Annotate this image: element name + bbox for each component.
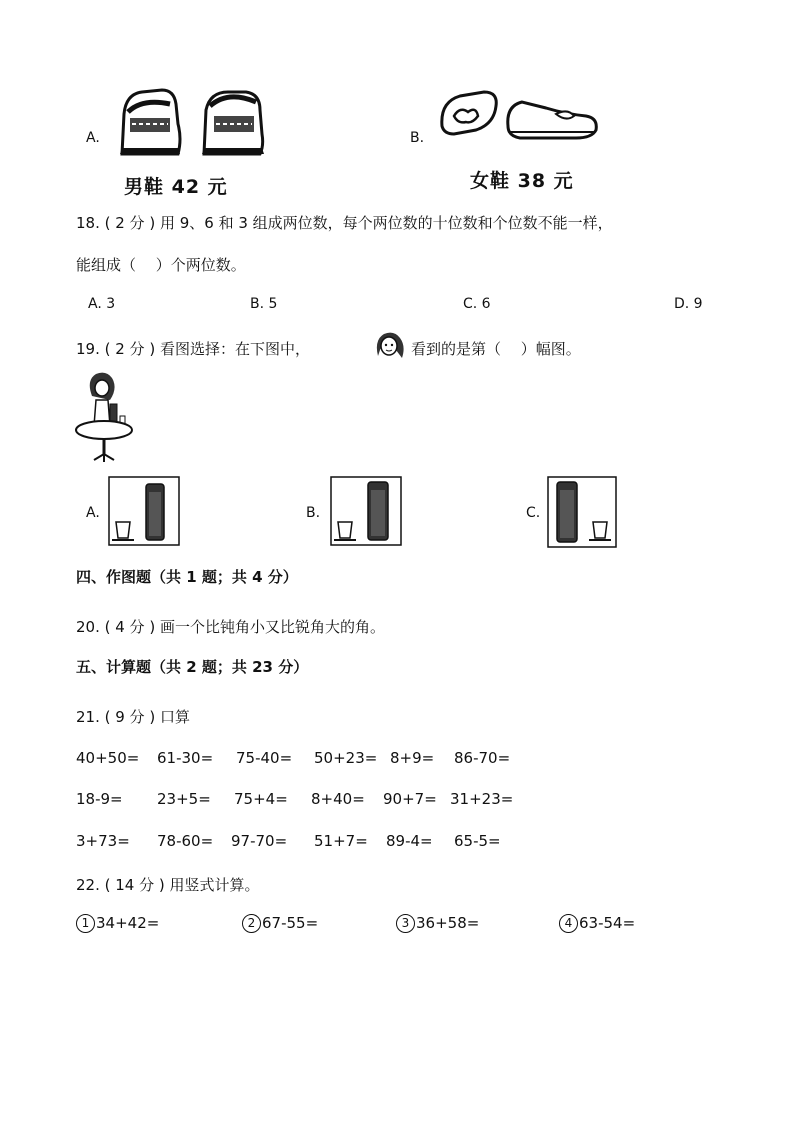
girl-face-icon: [372, 330, 406, 360]
q19-option-c-image: [547, 476, 617, 548]
q19-text-before: 19. ( 2 分 ) 看图选择：在下图中，: [76, 340, 310, 358]
q21-expr: 75+4=: [234, 790, 288, 808]
q21-expr: 3+73=: [76, 832, 130, 850]
women-shoes-image: [436, 86, 606, 146]
q21-expr: 75-40=: [236, 749, 293, 767]
q19-option-c-letter: C.: [526, 505, 541, 521]
q21-expr: 61-30=: [157, 749, 214, 767]
q22-expr: 67-55=: [262, 914, 319, 932]
q21-expr: 51+7=: [314, 832, 368, 850]
q19-option-a-image: [108, 476, 180, 546]
q21-expr: 89-4=: [386, 832, 433, 850]
q17-option-b-caption: 女鞋 38 元: [470, 170, 574, 192]
q21-text: 21. ( 9 分 ) 口算: [76, 708, 190, 726]
q21-row-1: [0, 749, 794, 769]
q19-text-after: 看到的是第（ ）幅图。: [411, 340, 581, 358]
section5-heading: 五、计算题（共 2 题；共 23 分）: [76, 658, 309, 676]
q21-expr: 97-70=: [231, 832, 288, 850]
girl-at-table-image: [74, 370, 138, 466]
q17-option-b-letter: B.: [410, 130, 425, 146]
q22-item-2: [242, 914, 318, 933]
q19-option-b-image: [330, 476, 402, 546]
q21-expr: 65-5=: [454, 832, 501, 850]
q21-row-2: [0, 790, 794, 810]
q18-option-a: A. 3: [88, 296, 116, 312]
q21-expr: 78-60=: [157, 832, 214, 850]
q21-expr: 50+23=: [314, 749, 378, 767]
q21-expr: 90+7=: [383, 790, 437, 808]
q21-expr: 31+23=: [450, 790, 514, 808]
q19-option-a-letter: A.: [86, 505, 100, 521]
q21-expr: 86-70=: [454, 749, 511, 767]
q18-option-c: C. 6: [463, 296, 491, 312]
q22-item-1: [76, 914, 159, 933]
circled-number: 3: [396, 914, 415, 933]
q21-expr: 23+5=: [157, 790, 211, 808]
q22-expr: 34+42=: [96, 914, 160, 932]
q22-item-3: [396, 914, 479, 933]
q19-option-b-letter: B.: [306, 505, 321, 521]
circled-number: 4: [559, 914, 578, 933]
q17-option-a-caption: 男鞋 42 元: [124, 176, 228, 198]
q18-option-d: D. 9: [674, 296, 703, 312]
circled-number: 1: [76, 914, 95, 933]
q21-expr: 18-9=: [76, 790, 123, 808]
q21-row-3: [0, 832, 794, 852]
section4-heading: 四、作图题（共 1 题；共 4 分）: [76, 568, 298, 586]
q20-text: 20. ( 4 分 ) 画一个比钝角小又比锐角大的角。: [76, 618, 385, 636]
q21-expr: 40+50=: [76, 749, 140, 767]
q21-expr: 8+40=: [311, 790, 365, 808]
q22-item-4: [559, 914, 635, 933]
q18-option-b: B. 5: [250, 296, 278, 312]
q21-expr: 8+9=: [390, 749, 435, 767]
men-shoes-image: [112, 84, 282, 164]
q22-expr: 36+58=: [416, 914, 480, 932]
q22-expr: 63-54=: [579, 914, 636, 932]
q18-text-line1: 18. ( 2 分 ) 用 9、6 和 3 组成两位数，每个两位数的十位数和个位数不能一样，: [76, 214, 613, 232]
q22-text: 22. ( 14 分 ) 用竖式计算。: [76, 876, 260, 894]
q18-text-line2: 能组成（ ）个两位数。: [76, 256, 246, 274]
q17-option-a-letter: A.: [86, 130, 100, 146]
circled-number: 2: [242, 914, 261, 933]
